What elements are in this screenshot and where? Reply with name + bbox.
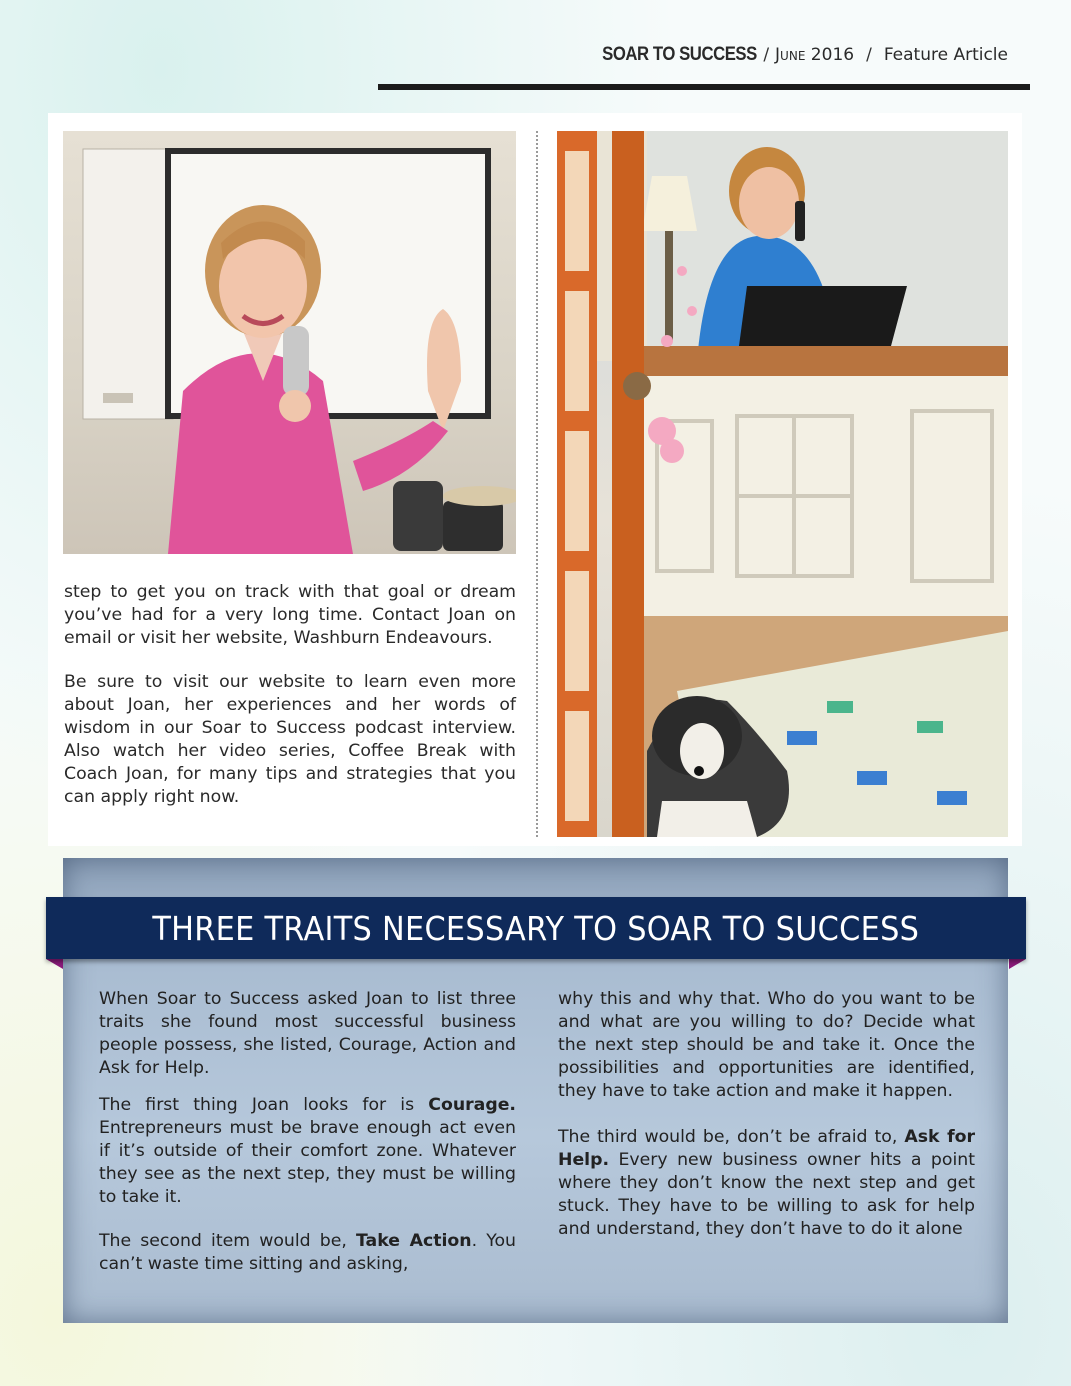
traits-column-right (558, 988, 975, 1255)
issue-date: June 2016 (775, 45, 855, 65)
intro-text (64, 581, 516, 830)
text-span: Every new business owner hits a point where they don’t know the next step and get stuck. They have to be willing to ask for help and understand, they don’t have to do it alone (558, 1150, 975, 1239)
column-divider (536, 131, 538, 837)
trait-ask-for-help: Ask for Help. (558, 1127, 975, 1170)
text-span: The second item would be, (99, 1231, 356, 1251)
traits-paragraph (99, 1230, 516, 1276)
ribbon-fold-left (46, 959, 63, 969)
speaker-photo (63, 131, 516, 554)
traits-paragraph (558, 1126, 975, 1241)
magazine-brand: SOAR TO SUCCESS (602, 44, 758, 65)
text-span: . You can’t waste time sitting and asking, (99, 1231, 516, 1274)
traits-column-left (99, 988, 516, 1290)
section-label: Feature Article (883, 45, 1008, 65)
office-illustration (557, 131, 1008, 837)
trait-courage: Courage. (428, 1095, 516, 1115)
traits-heading: THREE TRAITS NECESSARY TO SOAR TO SUCCESS (152, 908, 920, 948)
traits-heading-banner (46, 897, 1026, 959)
header-rule (378, 84, 1030, 90)
speaker-illustration (63, 131, 516, 554)
text-span: Entrepreneurs must be brave enough act even if it’s outside of their comfort zone. Whatever they see as the next step, they must be willing to take it. (99, 1118, 516, 1207)
traits-paragraph: When Soar to Success asked Joan to list three traits she found most successful business people possess, she listed, Courage, Action and Ask for Help. (99, 989, 516, 1078)
traits-paragraph: why this and why that. Who do you want to be and what are you willing to do? Decide what the next step should be and take it. Once the possibilities and opportunities are identified, they have to take action and make it happen. (558, 989, 975, 1101)
header-separator: / (866, 45, 872, 65)
trait-action: Take Action (355, 1231, 472, 1251)
text-span: The first thing Joan looks for is (99, 1095, 429, 1115)
office-photo (557, 131, 1008, 837)
header-separator: / (763, 45, 770, 65)
page-header (581, 44, 1008, 66)
intro-paragraph-2: Be sure to visit our website to learn even more about Joan, her experiences and her words of wisdom in our Soar to Success podcast interview. Also watch her video series, Coffee Break with Coach Joan, for many tips and strategies that you can apply right now. (64, 672, 516, 807)
ribbon-fold-right (1009, 959, 1026, 969)
text-span: The third would be, don’t be afraid to, (558, 1127, 905, 1147)
intro-paragraph-1: step to get you on track with that goal or dream you’ve had for a very long time. Contact Joan on email or visit her website, Washburn Endeavours. (64, 582, 516, 648)
traits-paragraph (99, 1094, 516, 1209)
